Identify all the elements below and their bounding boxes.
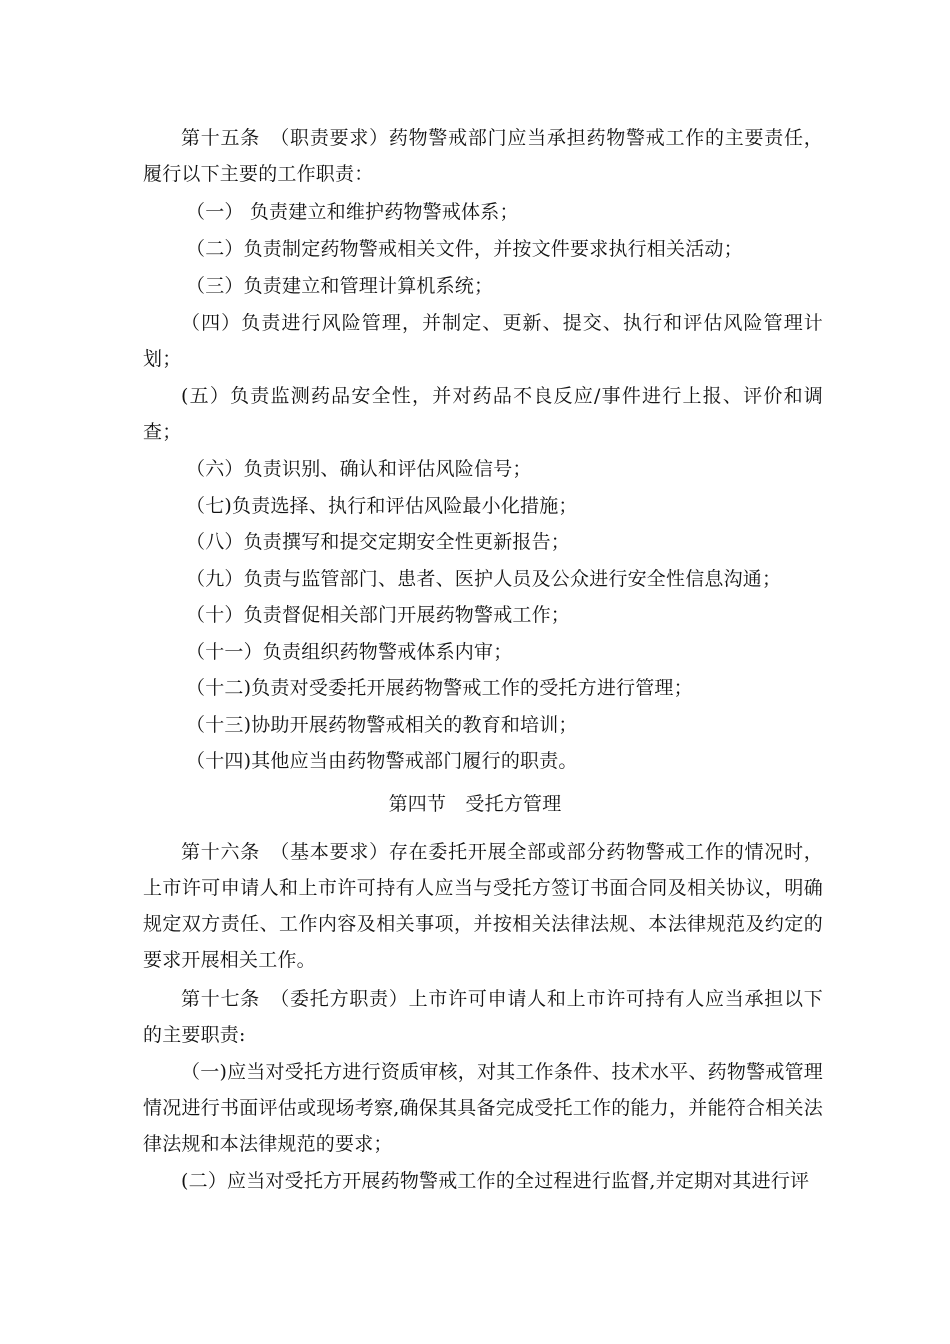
article-15-item-5: (五）负责监测药品安全性，并对药品不良反应/事件进行上报、评价和调查； — [143, 385, 823, 443]
article-15-text: 第十五条 （职责要求）药物警戒部门应当承担药物警戒工作的主要责任，履行以下主要的工作职责： — [143, 127, 823, 185]
article-16-text: 第十六条 （基本要求）存在委托开展全部或部分药物警戒工作的情况时，上市许可申请人和上市许可持有人应当与受托方签订书面合同及相关协议，明确规定双方责任、工作内容及相关事项，并按相关法律法规、本法律规范及约定的要求开展相关工作。 — [143, 841, 823, 971]
article-15-item-11: （十一）负责组织药物警戒体系内审； — [186, 641, 513, 663]
article-15-item-12: （十二)负责对受委托开展药物警戒工作的受托方进行管理； — [186, 677, 693, 699]
article-15-item-8: （八）负责撰写和提交定期安全性更新报告； — [186, 531, 571, 553]
article-15-item-2: （二）负责制定药物警戒相关文件，并按文件要求执行相关活动； — [186, 238, 743, 260]
section-heading: 第四节 受托方管理 — [388, 793, 562, 815]
article-15-item-7: （七)负责选择、执行和评估风险最小化措施； — [186, 495, 578, 517]
article-15-item-13: （十三)协助开展药物警戒相关的教育和培训； — [186, 714, 578, 736]
article-17-item-2: (二）应当对受托方开展药物警戒工作的全过程进行监督,并定期对其进行评 — [181, 1170, 810, 1192]
article-15-item-3: （三）负责建立和管理计算机系统； — [186, 275, 494, 297]
article-15-item-1: （一） 负责建立和维护药物警戒体系； — [186, 201, 519, 223]
article-15-item-6: （六）负责识别、确认和评估风险信号； — [186, 458, 532, 480]
article-15-item-4: （四）负责进行风险管理，并制定、更新、提交、执行和评估风险管理计划； — [143, 312, 823, 370]
article-15-item-9: （九）负责与监管部门、患者、医护人员及公众进行安全性信息沟通； — [186, 568, 782, 590]
article-15-item-14: （十四)其他应当由药物警戒部门履行的职责。 — [186, 750, 578, 772]
article-17-item-1: （一)应当对受托方进行资质审核，对其工作条件、技术水平、药物警戒管理情况进行书面评估或现场考察,确保其具备完成受托工作的能力，并能符合相关法律法规和本法律规范的要求； — [143, 1061, 823, 1155]
article-15-item-10: （十）负责督促相关部门开展药物警戒工作； — [186, 604, 571, 626]
article-17-text: 第十七条 （委托方职责）上市许可申请人和上市许可持有人应当承担以下的主要职责: — [143, 988, 823, 1046]
